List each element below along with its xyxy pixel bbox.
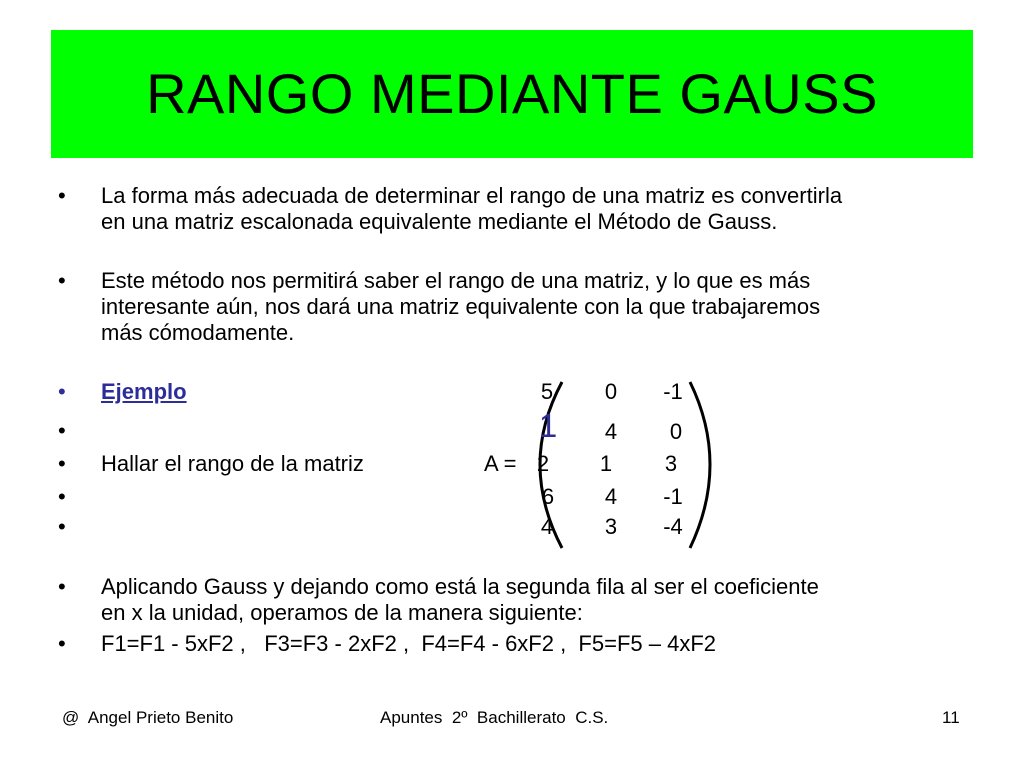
operations-text: F1=F1 - 5xF2 , F3=F3 - 2xF2 , F4=F4 - 6xF2 , F5=F5 – 4xF2 bbox=[101, 631, 716, 656]
paragraph-1-line-2: en una matriz escalonada equivalente mediante el Método de Gauss. bbox=[101, 209, 778, 234]
matrix-right-bracket bbox=[690, 382, 710, 548]
matrix-cell: 4 bbox=[604, 484, 618, 509]
bullet-9: • bbox=[58, 631, 66, 656]
matrix-name: A = bbox=[484, 451, 517, 476]
bullet-1: • bbox=[58, 183, 66, 208]
matrix-cell: 4 bbox=[540, 514, 554, 539]
matrix-cell-pivot: 1 bbox=[538, 407, 558, 444]
bullet-6: • bbox=[58, 484, 66, 509]
matrix-cell: 0 bbox=[604, 379, 618, 404]
matrix-cell: 1 bbox=[599, 451, 613, 476]
bullet-5: • bbox=[58, 451, 66, 476]
matrix-cell: -1 bbox=[663, 484, 683, 509]
bullet-8: • bbox=[58, 574, 66, 599]
matrix-cell: 3 bbox=[604, 514, 618, 539]
paragraph-2-line-1: Este método nos permitirá saber el rango de una matriz, y lo que es más bbox=[101, 268, 811, 293]
footer-author: @ Angel Prieto Benito bbox=[62, 708, 234, 727]
matrix-cell: 6 bbox=[541, 484, 555, 509]
bullet-7: • bbox=[58, 514, 66, 539]
paragraph-2-line-3: más cómodamente. bbox=[101, 320, 295, 345]
bullet-4: • bbox=[58, 418, 66, 443]
paragraph-3-line-2: en x la unidad, operamos de la manera siguiente: bbox=[101, 600, 583, 625]
paragraph-2-line-2: interesante aún, nos dará una matriz equivalente con la que trabajaremos bbox=[101, 294, 821, 319]
matrix-cell: 2 bbox=[536, 451, 550, 476]
matrix-cell: -4 bbox=[663, 514, 683, 539]
footer-course: Apuntes 2º Bachillerato C.S. bbox=[380, 708, 609, 727]
paragraph-3-line-1: Aplicando Gauss y dejando como está la segunda fila al ser el coeficiente bbox=[101, 574, 819, 599]
bullet-2: • bbox=[58, 268, 66, 293]
matrix-cell: 5 bbox=[540, 379, 554, 404]
matrix-cell: 0 bbox=[669, 419, 683, 444]
matrix-cell: 3 bbox=[664, 451, 678, 476]
footer-page-number: 11 bbox=[942, 708, 960, 727]
slide-title: RANGO MEDIANTE GAUSS bbox=[146, 62, 878, 125]
matrix-cell: -1 bbox=[663, 379, 683, 404]
example-link[interactable]: Ejemplo bbox=[101, 379, 187, 404]
task-text: Hallar el rango de la matriz bbox=[101, 451, 364, 476]
matrix-cell: 4 bbox=[604, 419, 618, 444]
bullet-3: • bbox=[58, 379, 66, 404]
paragraph-1-line-1: La forma más adecuada de determinar el rango de una matriz es convertirla bbox=[101, 183, 843, 208]
